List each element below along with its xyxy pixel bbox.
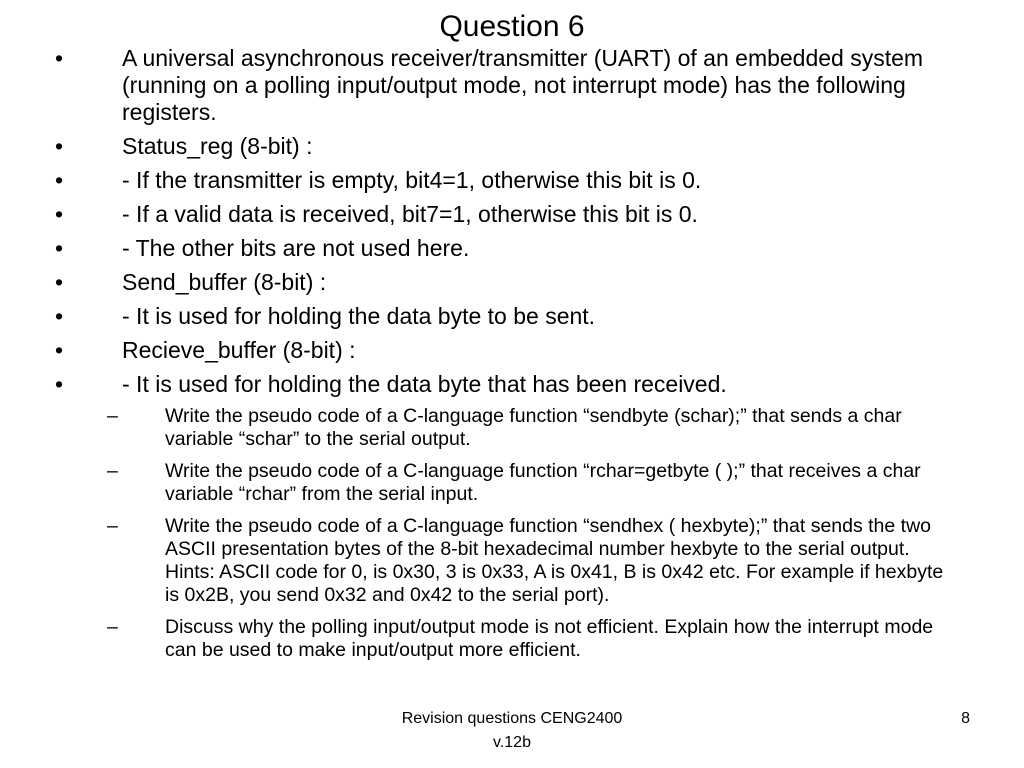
bullet-item [0, 337, 942, 364]
bullet-marker: • [55, 371, 64, 397]
sub-bullet-marker: – [107, 460, 118, 482]
sub-bullet-text: Write the pseudo code of a C-language function “sendbyte (schar);” that sends a char variable “schar” to the serial output. [165, 405, 902, 450]
bullet-text: Recieve_buffer (8-bit) : [122, 337, 356, 363]
bullet-marker: • [55, 269, 64, 295]
sub-bullet-marker: – [107, 616, 118, 638]
bullet-marker: • [55, 235, 64, 261]
bullet-text: A universal asynchronous receiver/transmitter (UART) of an embedded system (running on a polling input/output mode, not interrupt mode) has the following registers. [122, 45, 924, 125]
bullet-text: - It is used for holding the data byte to be sent. [122, 303, 596, 329]
sub-bullet-marker: – [107, 515, 118, 537]
sub-bullet-text: Discuss why the polling input/output mode is not efficient. Explain how the interrupt mode can be used to make input/output more efficient. [165, 616, 934, 661]
bullet-item [0, 201, 942, 228]
sub-bullet-text: Write the pseudo code of a C-language function “sendhex ( hexbyte);” that sends the two ASCII presentation bytes of the 8-bit hexadecimal number hexbyte to the serial output. Hints: ASCII code for 0, is 0x30, 3 is 0x33, A is 0x41, B is 0x42 etc. For example if hexbyte is 0x2B, you send 0x32 and 0x42 to the serial port). [165, 515, 944, 606]
bullet-item [0, 371, 942, 398]
bullet-marker: • [55, 303, 64, 329]
bullet-marker: • [55, 201, 64, 227]
footer-version: v.12b [493, 734, 531, 751]
bullet-text: Status_reg (8-bit) : [122, 133, 313, 159]
bullet-list [0, 45, 1024, 671]
bullet-marker: • [55, 45, 64, 71]
bullet-item [0, 269, 942, 296]
sub-bullet-item [0, 460, 955, 506]
bullet-item [0, 45, 942, 126]
sub-bullet-item [0, 515, 955, 607]
bullet-text: - It is used for holding the data byte that has been received. [122, 371, 727, 397]
bullet-marker: • [55, 167, 64, 193]
sub-bullet-item [0, 405, 955, 451]
bullet-text: - If the transmitter is empty, bit4=1, otherwise this bit is 0. [122, 167, 702, 193]
sub-bullet-marker: – [107, 405, 118, 427]
bullet-item [0, 303, 942, 330]
sub-bullet-item [0, 616, 955, 662]
bullet-item [0, 167, 942, 194]
footer-course [370, 707, 654, 755]
footer-course-title: Revision questions CENG2400 [401, 710, 623, 727]
bullet-marker: • [55, 337, 64, 363]
footer-page-number: 8 [961, 710, 970, 727]
sub-bullet-text: Write the pseudo code of a C-language function “rchar=getbyte ( );” that receives a char variable “rchar” from the serial input. [165, 460, 921, 505]
bullet-item [0, 235, 942, 262]
bullet-text: - If a valid data is received, bit7=1, otherwise this bit is 0. [122, 201, 698, 227]
bullet-text: Send_buffer (8-bit) : [122, 269, 327, 295]
bullet-item [0, 133, 942, 160]
bullet-text: - The other bits are not used here. [122, 235, 470, 261]
slide-title: Question 6 [439, 10, 585, 43]
bullet-marker: • [55, 133, 64, 159]
